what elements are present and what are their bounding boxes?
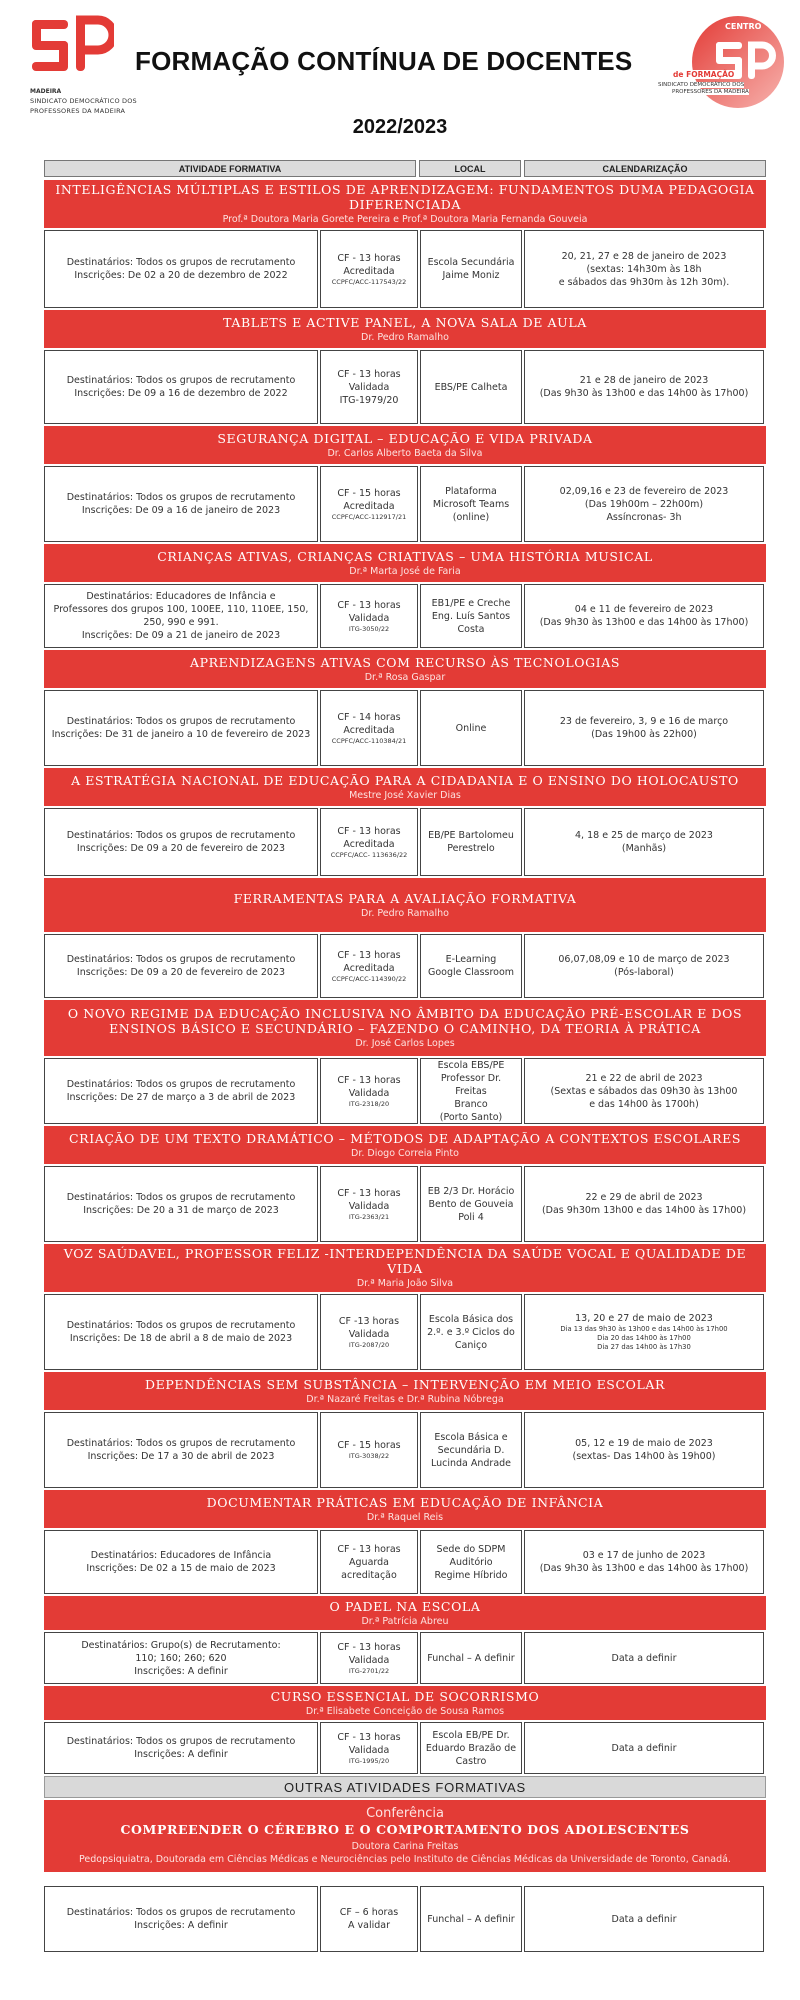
course-audience <box>44 584 318 648</box>
course-audience-line: Inscrições: De 31 de janeiro a 10 de fevereiro de 2023 <box>51 729 311 740</box>
course-dates-line: (sextas- Das 14h00 às 19h00) <box>572 1451 716 1462</box>
conference-details <box>44 1886 766 1952</box>
course-audience-line: Inscrições: De 09 a 21 de janeiro de 2023 <box>81 630 281 641</box>
course-audience-line: Destinatários: Todos os grupos de recrutamento <box>66 1438 296 1449</box>
course-title: O PADEL NA ESCOLA <box>329 1598 481 1614</box>
course-credits-line: CF -13 horas <box>338 1315 400 1327</box>
page-title: FORMAÇÃO CONTÍNUA DE DOCENTES <box>135 46 633 76</box>
course-block <box>44 768 766 876</box>
course-credits-line: Validada <box>348 381 390 393</box>
course-banner <box>44 1372 766 1410</box>
course-audience-line: Inscrições: De 17 a 30 de abril de 2023 <box>87 1451 275 1462</box>
course-audience <box>44 1294 318 1370</box>
course-title: VOZ SAÚDAVEL, PROFESSOR FELIZ -INTERDEPENDÊNCIA DA SAÚDE VOCAL E QUALIDADE DE VIDA <box>63 1246 747 1276</box>
school-year: 2022/2023 <box>352 116 448 138</box>
course-audience-line: Inscrições: De 02 a 15 de maio de 2023 <box>86 1563 276 1574</box>
course-dates-line: Data a definir <box>611 1652 677 1664</box>
course-dates-line: Data a definir <box>611 1742 677 1754</box>
course-details-row <box>44 1722 766 1774</box>
conference-title: COMPREENDER O CÉREBRO E O COMPORTAMENTO DOS ADOLESCENTES <box>120 1822 690 1837</box>
course-audience-line: Destinatários: Grupo(s) de Recrutamento: <box>81 1639 281 1651</box>
course-audience <box>44 1632 318 1684</box>
course-credits-line: Validada <box>348 1328 390 1340</box>
course-location-line: Secundária D. <box>437 1444 505 1456</box>
course-dates-line: (Das 9h30 às 13h00 e das 14h00 às 17h00) <box>539 1563 749 1574</box>
course-title: A ESTRATÉGIA NACIONAL DE EDUCAÇÃO PARA A CIDADANIA E O ENSINO DO HOLOCAUSTO <box>71 772 739 788</box>
course-credits <box>320 1412 418 1488</box>
course-dates-line: 04 e 11 de fevereiro de 2023 <box>574 604 714 615</box>
course-location-line: Branco <box>454 1098 488 1110</box>
course-credits <box>320 1058 418 1124</box>
course-trainer: Dr. José Carlos Lopes <box>355 1038 455 1049</box>
course-credits-line: Validada <box>348 1654 390 1666</box>
course-details-row <box>44 808 766 876</box>
course-location-line: E-Learning <box>445 954 497 965</box>
course-dates-detail: Dia 27 das 14h00 às 17h30 <box>597 1343 691 1351</box>
course-dates <box>524 1632 764 1684</box>
course-block <box>44 426 766 542</box>
course-audience-line: Inscrições: De 27 de março a 3 de abril de 2023 <box>66 1092 296 1103</box>
course-audience <box>44 934 318 998</box>
conference-kind: Conferência <box>366 1806 444 1821</box>
course-dates <box>524 1058 764 1124</box>
course-credits-line: CF - 13 horas <box>337 1641 401 1653</box>
course-details-row <box>44 1294 766 1370</box>
conference-dates <box>524 1886 764 1952</box>
course-credits <box>320 934 418 998</box>
course-credits-line: CF - 13 horas <box>337 1731 401 1743</box>
course-credits-code: ITG-3038/22 <box>348 1452 390 1460</box>
course-title: O NOVO REGIME DA EDUCAÇÃO INCLUSIVA NO ÂMBITO DA EDUCAÇÃO PRÉ-ESCOLAR E DOS ENSINOS BÁSICO E SECUNDÁRIO – FAZENDO O CAMINHO, DA TEORIA À PRÁTICA <box>67 1006 743 1036</box>
course-banner <box>44 1686 766 1720</box>
course-audience-line: Inscrições: De 20 a 31 de março de 2023 <box>83 1205 279 1216</box>
course-block <box>44 1000 766 1124</box>
course-trainer: Dr.ª Patrícia Abreu <box>361 1615 449 1627</box>
course-credits-line: Validada <box>348 612 390 624</box>
course-audience <box>44 1530 318 1594</box>
course-banner <box>44 878 766 932</box>
course-title: CRIANÇAS ATIVAS, CRIANÇAS CRIATIVAS – UMA HISTÓRIA MUSICAL <box>157 548 653 564</box>
course-audience <box>44 1166 318 1242</box>
course-audience-line: Inscrições: De 09 a 16 de janeiro de 2023 <box>81 505 281 516</box>
course-block <box>44 1126 766 1242</box>
course-details-row <box>44 350 766 424</box>
course-dates <box>524 1166 764 1242</box>
course-location-line: Escola Secundária <box>427 257 515 268</box>
course-location-line: Funchal – A definir <box>427 1652 515 1664</box>
course-credits <box>320 1166 418 1242</box>
course-credits-code: CCPFC/ACC-117543/22 <box>331 277 407 286</box>
course-location <box>420 466 522 542</box>
course-dates-line: 23 de fevereiro, 3, 9 e 16 de março <box>559 716 729 727</box>
course-dates-line: e sábados das 9h30m às 12h 30m). <box>558 276 730 288</box>
header-activity: ATIVIDADE FORMATIVA <box>44 160 416 177</box>
conference-banner <box>44 1800 766 1872</box>
course-dates-line: 4, 18 e 25 de março de 2023 <box>575 830 713 841</box>
course-location-line: (online) <box>452 511 490 523</box>
course-location-line: Escola Básica dos <box>428 1313 514 1325</box>
course-credits-line: CF - 13 horas <box>337 252 401 264</box>
course-title: CRIAÇÃO DE UM TEXTO DRAMÁTICO – MÉTODOS DE ADAPTAÇÃO A CONTEXTOS ESCOLARES <box>69 1130 741 1146</box>
course-audience <box>44 1722 318 1774</box>
course-title: DOCUMENTAR PRÁTICAS EM EDUCAÇÃO DE INFÂNCIA <box>206 1494 604 1510</box>
centro-formacao-logo <box>650 14 790 109</box>
course-dates <box>524 808 764 876</box>
logo-formacao-text: de FORMAÇÃO <box>673 70 735 79</box>
course-dates-line: (Das 19h00 às 22h00) <box>591 729 697 740</box>
course-block <box>44 1490 766 1594</box>
course-audience <box>44 690 318 766</box>
course-location <box>420 1412 522 1488</box>
course-details-row <box>44 584 766 648</box>
logo-right-tagline-1: SINDICATO DEMOCRÁTICO DOS <box>658 82 745 88</box>
course-banner <box>44 768 766 806</box>
course-audience <box>44 466 318 542</box>
course-location-line: Lucinda Andrade <box>430 1457 512 1469</box>
course-title: FERRAMENTAS PARA A AVALIAÇÃO FORMATIVA <box>233 890 577 906</box>
course-dates-line: e das 14h00 às 1700h) <box>589 1098 699 1110</box>
course-dates-line: (Das 9h30m 13h00 e das 14h00 às 17h00) <box>541 1205 747 1216</box>
course-dates-line: (Das 19h00m – 22h00m) <box>584 498 704 510</box>
course-audience-line: Inscrições: A definir <box>134 1665 228 1677</box>
course-audience-line: 110; 160; 260; 620 <box>135 1652 227 1664</box>
course-dates-line: Assíncronas- 3h <box>606 511 682 523</box>
course-trainer: Dr.ª Elisabete Conceição de Sousa Ramos <box>305 1705 505 1717</box>
course-dates <box>524 1530 764 1594</box>
course-credits-code: CCPFC/ACC-112917/21 <box>331 512 407 521</box>
course-dates-line: 03 e 17 de junho de 2023 <box>582 1550 706 1561</box>
course-dates-line: 13, 20 e 27 de maio de 2023 <box>575 1313 713 1324</box>
course-location <box>420 350 522 424</box>
course-credits-line: Acreditada <box>343 724 395 736</box>
course-credits-line: CF - 13 horas <box>337 1543 401 1555</box>
course-trainer: Dr.ª Maria João Silva <box>356 1278 454 1289</box>
course-trainer: Dr.ª Raquel Reis <box>366 1511 444 1523</box>
course-audience-line: Destinatários: Educadores de Infância e <box>86 591 276 602</box>
course-location-line: Auditório <box>449 1556 493 1568</box>
course-banner <box>44 180 766 228</box>
course-details-row <box>44 466 766 542</box>
course-location <box>420 934 522 998</box>
course-audience <box>44 808 318 876</box>
course-location-line: Perestrelo <box>447 843 495 854</box>
course-details-row <box>44 1412 766 1488</box>
course-credits <box>320 466 418 542</box>
course-details-row <box>44 1530 766 1594</box>
course-location-line: EB/PE Bartolomeu <box>428 830 514 841</box>
course-dates-line: 02,09,16 e 23 de fevereiro de 2023 <box>559 485 729 497</box>
course-credits <box>320 230 418 308</box>
course-credits-line: ITG-1979/20 <box>339 394 399 406</box>
course-audience-line: Destinatários: Todos os grupos de recrutamento <box>66 1079 296 1090</box>
course-dates-line: 20, 21, 27 e 28 de janeiro de 2023 <box>561 250 727 262</box>
course-credits-line: CF - 13 horas <box>337 368 401 380</box>
course-audience <box>44 230 318 308</box>
course-trainer: Dr.ª Nazaré Freitas e Dr.ª Rubina Nóbrega <box>306 1393 504 1405</box>
course-details-row <box>44 1058 766 1124</box>
course-banner <box>44 1596 766 1630</box>
logo-region: MADEIRA <box>30 88 62 95</box>
course-credits <box>320 350 418 424</box>
course-audience <box>44 1058 318 1124</box>
course-audience-line: Destinatários: Todos os grupos de recrutamento <box>66 954 296 965</box>
course-dates-line: 21 e 22 de abril de 2023 <box>585 1072 703 1084</box>
table-header <box>44 160 766 177</box>
course-credits-line: CF - 13 horas <box>337 949 401 961</box>
course-block <box>44 544 766 648</box>
course-trainer: Prof.ª Doutora Maria Gorete Pereira e Prof.ª Doutora Maria Fernanda Gouveia <box>222 214 588 225</box>
course-credits-code: CCPFC/ACC-110384/21 <box>331 736 407 745</box>
course-audience <box>44 350 318 424</box>
course-banner <box>44 1490 766 1528</box>
course-dates <box>524 350 764 424</box>
course-credits-line: Validada <box>348 1087 390 1099</box>
course-dates-line: 21 e 28 de janeiro de 2023 <box>579 375 709 386</box>
course-block <box>44 650 766 766</box>
course-title: SEGURANÇA DIGITAL – EDUCAÇÃO E VIDA PRIVADA <box>217 430 593 446</box>
course-location <box>420 1722 522 1774</box>
logo-tagline-2: PROFESSORES DA MADEIRA <box>30 107 126 115</box>
course-details-row <box>44 934 766 998</box>
conference-dates-line: Data a definir <box>611 1913 677 1925</box>
course-location-line: 2.º. e 3.º Ciclos do <box>427 1326 515 1338</box>
course-title: TABLETS E ACTIVE PANEL, A NOVA SALA DE AULA <box>223 314 587 330</box>
course-location-line: Castro <box>455 1755 487 1767</box>
course-location-line: Escola EB/PE Dr. <box>432 1729 510 1741</box>
course-credits-line: CF - 15 horas <box>337 1440 401 1451</box>
course-audience-line: Destinatários: Todos os grupos de recrutamento <box>66 830 296 841</box>
course-location-line: Escola EBS/PE <box>437 1059 505 1071</box>
course-location-line: EB 2/3 Dr. Horácio <box>427 1185 515 1197</box>
course-credits-line: Acreditada <box>343 265 395 277</box>
course-location-line: Bento de Gouveia <box>428 1198 514 1210</box>
course-location <box>420 1294 522 1370</box>
course-dates-line: (Das 9h30 às 13h00 e das 14h00 às 17h00) <box>539 617 749 628</box>
course-trainer: Dr.ª Marta José de Faria <box>349 565 461 577</box>
course-credits-line: Aguarda <box>349 1556 389 1568</box>
course-audience-line: Inscrições: De 09 a 20 de fevereiro de 2023 <box>76 843 286 854</box>
course-trainer: Dr.ª Rosa Gaspar <box>364 671 446 683</box>
course-credits-code: ITG-2318/20 <box>348 1099 390 1108</box>
course-audience-line: Destinatários: Todos os grupos de recrutamento <box>66 716 296 727</box>
course-audience-line: Destinatários: Todos os grupos de recrutamento <box>66 492 296 503</box>
course-dates-line: 05, 12 e 19 de maio de 2023 <box>575 1438 713 1449</box>
course-dates-detail: Dia 13 das 9h30 às 13h00 e das 14h00 às 17h00 <box>560 1325 728 1333</box>
course-location <box>420 584 522 648</box>
course-location-line: Caniço <box>454 1339 488 1351</box>
course-audience-line: Inscrições: De 18 de abril a 8 de maio de 2023 <box>69 1333 293 1344</box>
course-credits-line: Validada <box>348 1200 390 1212</box>
course-location-line: Sede do SDPM <box>436 1543 506 1555</box>
course-block <box>44 1596 766 1684</box>
conference-speaker-bio: Pedopsiquiatra, Doutorada em Ciências Médicas e Neurociências pelo Instituto de Ciências Médicas da Universidade de Toronto, Canadá. <box>79 1854 731 1865</box>
course-audience-line: Destinatários: Todos os grupos de recrutamento <box>66 1192 296 1203</box>
course-banner <box>44 426 766 464</box>
course-dates <box>524 584 764 648</box>
course-trainer: Dr. Diogo Correia Pinto <box>351 1147 459 1159</box>
conference-audience <box>44 1886 318 1952</box>
course-location-line: Professor Dr. Freitas <box>440 1072 502 1097</box>
course-location <box>420 1530 522 1594</box>
course-trainer: Dr. Carlos Alberto Baeta da Silva <box>327 447 483 459</box>
conference-audience-line: Inscrições: A definir <box>134 1920 228 1931</box>
course-trainer: Mestre José Xavier Dias <box>349 789 461 801</box>
course-credits-line: CF - 14 horas <box>337 711 401 723</box>
course-location-line: Jaime Moniz <box>442 270 500 281</box>
course-block <box>44 878 766 998</box>
course-audience-line: Destinatários: Educadores de Infância <box>90 1550 272 1561</box>
spp-logo-mark-icon <box>30 14 114 84</box>
conference-audience-line: Destinatários: Todos os grupos de recrutamento <box>66 1907 296 1918</box>
course-credits-line: CF - 15 horas <box>337 487 401 499</box>
course-dates <box>524 1412 764 1488</box>
course-banner <box>44 1000 766 1056</box>
course-credits-line: Acreditada <box>343 500 395 512</box>
course-dates-line: 06,07,08,09 e 10 de março de 2023 <box>558 954 730 965</box>
course-title: INTELIGÊNCIAS MÚLTIPLAS E ESTILOS DE APRENDIZAGEM: FUNDAMENTOS DUMA PEDAGOGIA DIFERENCIADA <box>55 182 755 212</box>
course-credits-line: acreditação <box>341 1569 397 1581</box>
conference-location-line: Funchal – A definir <box>427 1913 515 1925</box>
conference-speaker: Doutora Carina Freitas <box>351 1841 459 1852</box>
course-block <box>44 1686 766 1774</box>
course-title: APRENDIZAGENS ATIVAS COM RECURSO ÀS TECNOLOGIAS <box>190 654 620 670</box>
course-trainer: Dr. Pedro Ramalho <box>361 907 449 919</box>
course-location-line: EB1/PE e Creche <box>431 597 511 609</box>
course-location <box>420 690 522 766</box>
course-credits <box>320 1530 418 1594</box>
course-credits <box>320 1294 418 1370</box>
course-banner <box>44 650 766 688</box>
course-location-line: Poli 4 <box>458 1211 484 1223</box>
course-audience-line: Professores dos grupos 100, 100EE, 110, 110EE, 150, <box>53 604 309 615</box>
course-block <box>44 310 766 424</box>
course-audience-line: Destinatários: Todos os grupos de recrutamento <box>66 375 296 386</box>
conference-credits-line: CF – 6 horas <box>339 1907 399 1918</box>
course-credits-code: ITG-2087/20 <box>348 1340 390 1349</box>
course-dates-line: (Das 9h30 às 13h00 e das 14h00 às 17h00) <box>539 388 749 399</box>
course-audience-line: 250, 990 e 991. <box>143 617 219 628</box>
other-activities-header: OUTRAS ATIVIDADES FORMATIVAS <box>44 1776 766 1798</box>
course-credits <box>320 1632 418 1684</box>
course-dates-line: (Sextas e sábados das 09h30 às 13h00 <box>550 1085 738 1097</box>
conference-location <box>420 1886 522 1952</box>
course-audience-line: Destinatários: Todos os grupos de recrutamento <box>66 257 296 268</box>
course-title: DEPENDÊNCIAS SEM SUBSTÂNCIA – INTERVENÇÃO EM MEIO ESCOLAR <box>144 1376 666 1392</box>
course-audience-line: Inscrições: De 02 a 20 de dezembro de 2022 <box>74 270 288 281</box>
course-credits-line: CF - 13 horas <box>337 1074 401 1086</box>
course-credits-line: CF - 13 horas <box>337 825 401 837</box>
course-details-row <box>44 1632 766 1684</box>
conference-credits-line: A validar <box>348 1920 390 1931</box>
course-details-row <box>44 230 766 308</box>
course-audience-line: Inscrições: De 09 a 16 de dezembro de 2022 <box>74 388 288 399</box>
course-dates <box>524 466 764 542</box>
course-location <box>420 808 522 876</box>
course-location-line: Microsoft Teams <box>432 498 510 510</box>
course-credits-code: ITG-3050/22 <box>348 624 390 633</box>
course-location <box>420 1632 522 1684</box>
course-credits-line: Validada <box>348 1744 390 1756</box>
course-location-line: Online <box>455 722 487 734</box>
course-dates-line: 22 e 29 de abril de 2023 <box>585 1192 703 1203</box>
course-credits-code: ITG-1995/20 <box>348 1756 390 1765</box>
header-schedule: CALENDARIZAÇÃO <box>524 160 766 177</box>
course-block <box>44 1244 766 1370</box>
course-location-line: Eng. Luís Santos <box>431 610 511 622</box>
course-title: CURSO ESSENCIAL DE SOCORRISMO <box>270 1688 540 1704</box>
spp-logo <box>30 14 140 115</box>
course-location <box>420 1058 522 1124</box>
course-credits-code: ITG-2701/22 <box>348 1666 390 1675</box>
course-dates <box>524 1722 764 1774</box>
course-credits-code: CCPFC/ACC- 113636/22 <box>330 850 408 859</box>
course-dates <box>524 934 764 998</box>
course-dates <box>524 690 764 766</box>
course-credits-code: CCPFC/ACC-114390/22 <box>331 974 407 983</box>
course-credits-line: Acreditada <box>343 962 395 974</box>
schedule-table <box>44 160 766 1952</box>
course-location-line: Eduardo Brazão de <box>425 1742 517 1754</box>
course-block <box>44 180 766 308</box>
course-credits-line: CF - 13 horas <box>337 599 401 611</box>
course-credits-line: CF - 13 horas <box>337 1187 401 1199</box>
course-credits-line: Acreditada <box>343 838 395 850</box>
course-dates-line: (Pós-laboral) <box>614 967 674 978</box>
course-audience-line: Destinatários: Todos os grupos de recrutamento <box>66 1736 296 1747</box>
course-location-line: Plataforma <box>445 485 497 497</box>
course-audience-line: Inscrições: De 09 a 20 de fevereiro de 2023 <box>76 967 286 978</box>
course-trainer: Dr. Pedro Ramalho <box>361 331 449 343</box>
course-location-line: (Porto Santo) <box>439 1111 503 1123</box>
course-audience <box>44 1412 318 1488</box>
course-location-line: Escola Básica e <box>434 1431 508 1443</box>
course-credits-code: ITG-2363/21 <box>348 1212 390 1221</box>
course-details-row <box>44 1166 766 1242</box>
course-details-row <box>44 690 766 766</box>
course-location-line: EBS/PE Calheta <box>434 381 508 393</box>
course-location-line: Regime Híbrido <box>434 1569 508 1581</box>
course-banner <box>44 1126 766 1164</box>
logo-tagline-1: SINDICATO DEMOCRÁTICO DOS <box>30 97 137 105</box>
course-credits <box>320 584 418 648</box>
course-audience-line: Inscrições: A definir <box>134 1749 228 1760</box>
course-dates <box>524 1294 764 1370</box>
course-credits <box>320 1722 418 1774</box>
conference-credits <box>320 1886 418 1952</box>
logo-right-tagline-2: PROFESSORES DA MADEIRA <box>672 89 749 95</box>
logo-centro-text: CENTRO <box>725 22 762 31</box>
course-dates-line: (Manhãs) <box>621 843 667 854</box>
course-location <box>420 1166 522 1242</box>
course-credits <box>320 808 418 876</box>
course-audience-line: Destinatários: Todos os grupos de recrutamento <box>66 1320 296 1331</box>
course-dates-line: (sextas: 14h30m às 18h <box>586 263 702 275</box>
course-location <box>420 230 522 308</box>
course-block <box>44 1372 766 1488</box>
course-banner <box>44 1244 766 1292</box>
course-location-line: Costa <box>457 623 485 635</box>
course-banner <box>44 544 766 582</box>
course-dates <box>524 230 764 308</box>
course-credits <box>320 690 418 766</box>
course-banner <box>44 310 766 348</box>
header-location: LOCAL <box>419 160 521 177</box>
course-dates-detail: Dia 20 das 14h00 às 17h00 <box>597 1334 691 1342</box>
course-list <box>44 180 766 1774</box>
course-location-line: Google Classroom <box>427 967 515 978</box>
